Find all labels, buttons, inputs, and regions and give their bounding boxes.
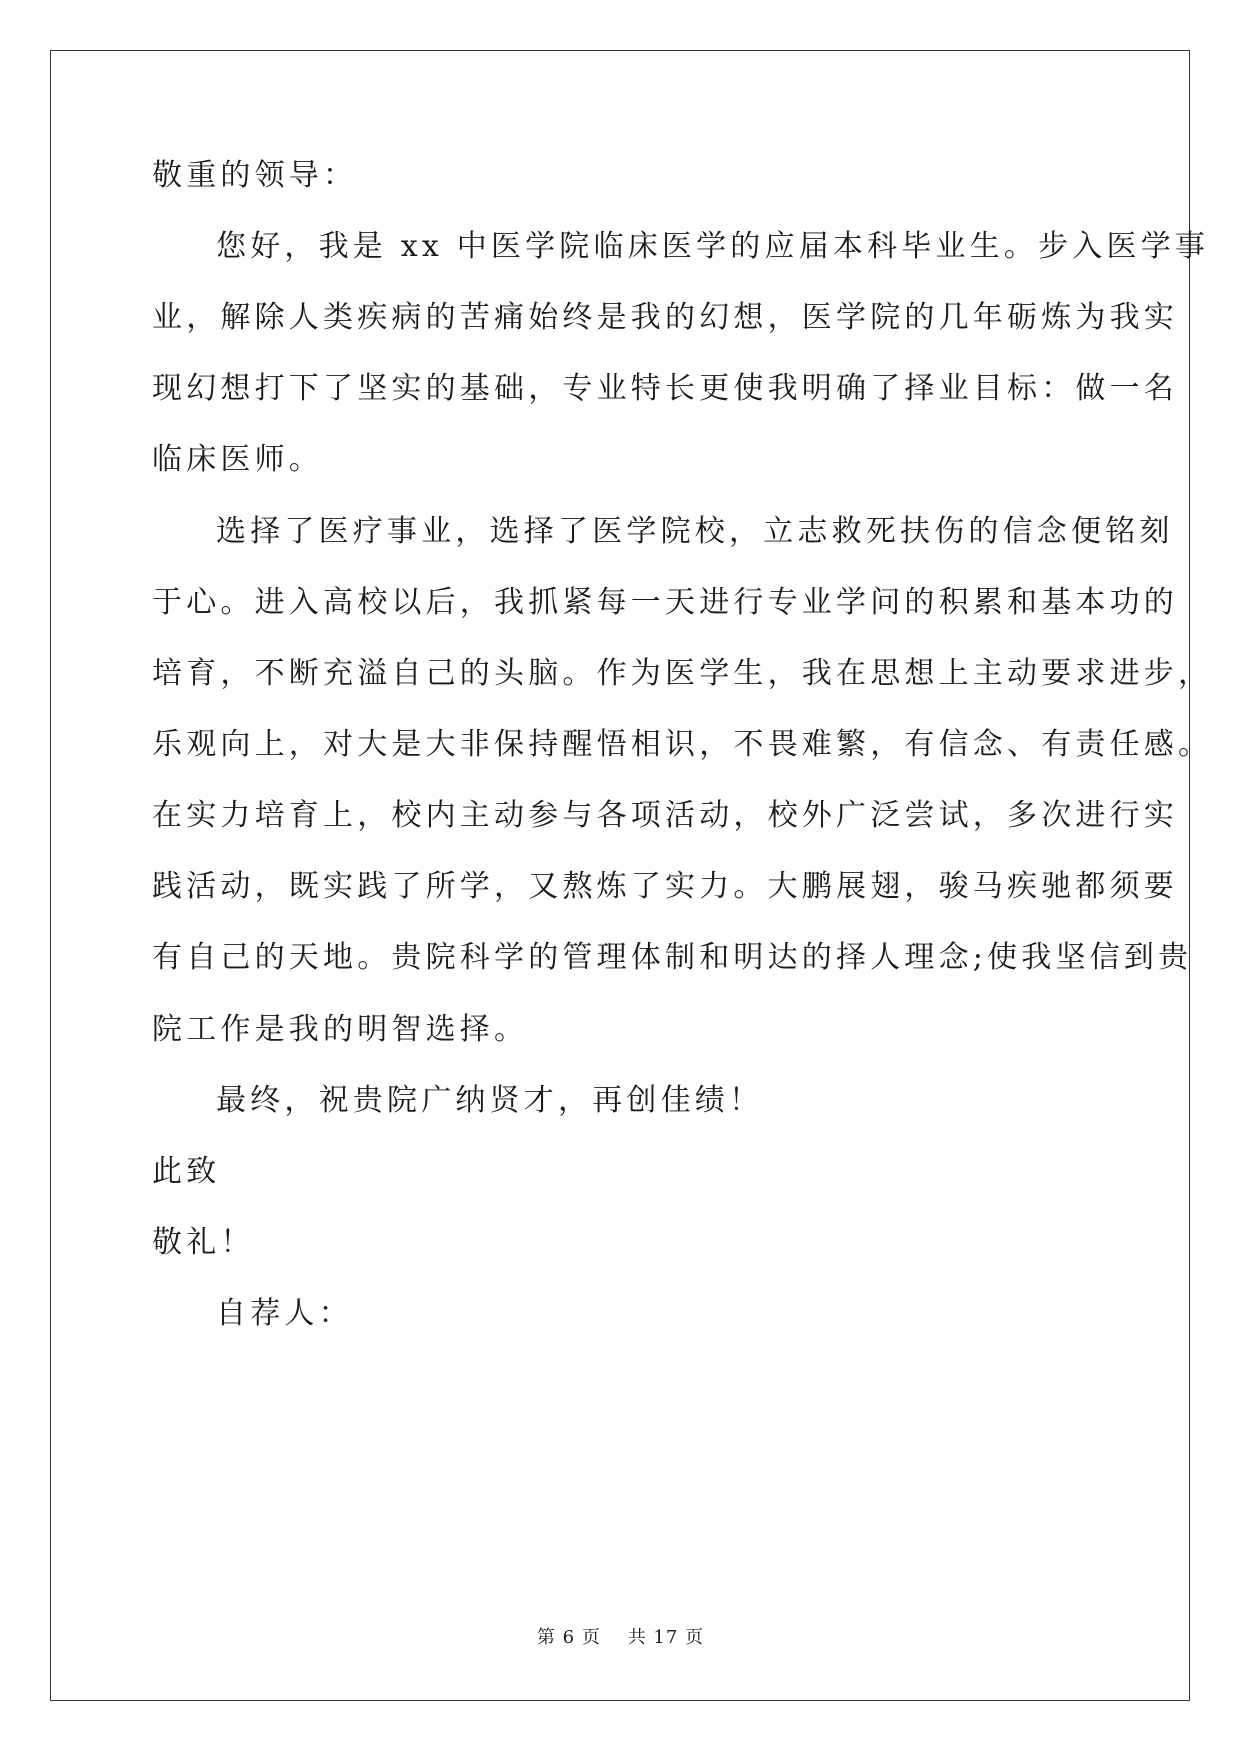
paragraph-2-line-6: 践活动，既实践了所学，又熬炼了实力。大鹏展翅，骏马疾驰都须要 xyxy=(152,869,1178,904)
paragraph-2-line-1: 选择了医疗事业，选择了医学院校，立志救死扶伤的信念便铭刻 xyxy=(216,514,1174,549)
paragraph-1-line-2: 业，解除人类疾病的苦痛始终是我的幻想，医学院的几年砺炼为我实 xyxy=(152,300,1178,335)
salutation: 敬重的领导： xyxy=(152,158,358,193)
page-number: 第 6 页 共 17 页 xyxy=(536,1627,705,1648)
paragraph-1-line-4: 临床医师。 xyxy=(152,442,323,477)
closing-wish: 最终，祝贵院广纳贤才，再创佳绩！ xyxy=(216,1083,764,1118)
paragraph-2-line-7: 有自己的天地。贵院科学的管理体制和明达的择人理念;使我坚信到贵 xyxy=(152,940,1193,975)
paragraph-1-line-1: 您好，我是 xx 中医学院临床医学的应届本科毕业生。步入医学事 xyxy=(216,229,1210,264)
paragraph-2-line-8: 院工作是我的明智选择。 xyxy=(152,1012,529,1047)
paragraph-2-line-5: 在实力培育上，校内主动参与各项活动，校外广泛尝试，多次进行实 xyxy=(152,798,1178,833)
closing-jing-li: 敬礼！ xyxy=(152,1225,255,1260)
paragraph-2-line-3: 培育，不断充溢自己的头脑。作为医学生，我在思想上主动要求进步， xyxy=(152,656,1213,691)
paragraph-2-line-2: 于心。进入高校以后，我抓紧每一天进行专业学问的积累和基本功的 xyxy=(152,585,1178,620)
closing-ci-zhi: 此致 xyxy=(152,1154,221,1189)
paragraph-1-line-3: 现幻想打下了坚实的基础，专业特长更使我明确了择业目标：做一名 xyxy=(152,371,1178,406)
paragraph-2-line-4: 乐观向上，对大是大非保持醒悟相识，不畏难繁，有信念、有责任感。 xyxy=(152,727,1213,762)
signature-label: 自荐人： xyxy=(216,1296,353,1331)
